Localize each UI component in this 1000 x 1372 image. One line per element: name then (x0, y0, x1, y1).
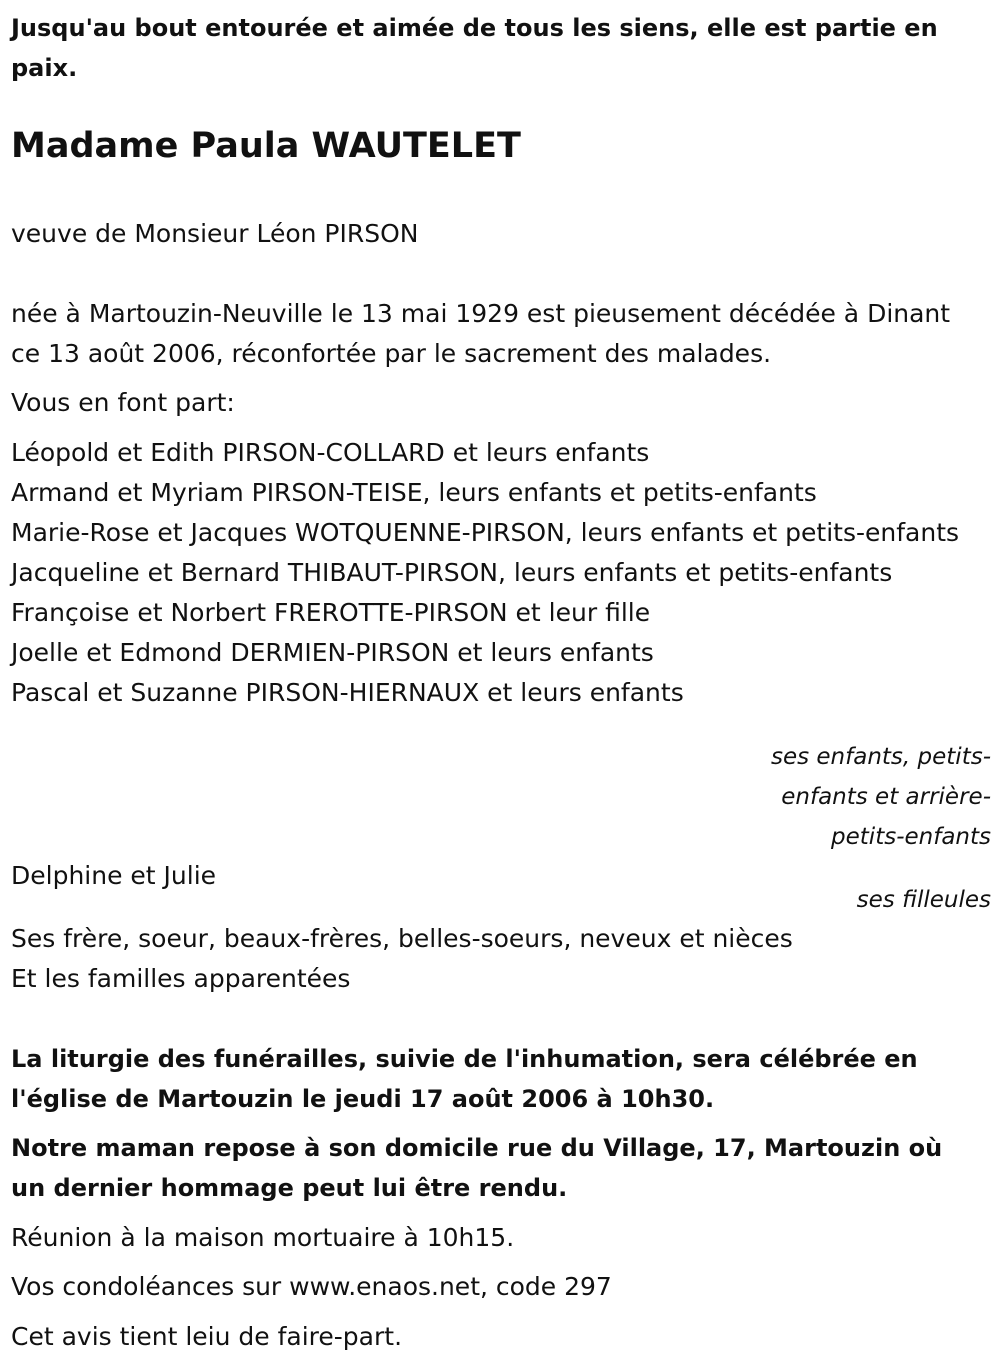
relatives-line: Et les familles apparentées (11, 964, 351, 993)
family-member: Jacqueline et Bernard THIBAUT-PIRSON, leurs enfants et petits-enfants (11, 558, 893, 587)
family-member: Armand et Myriam PIRSON-TEISE, leurs enfants et petits-enfants (11, 478, 817, 507)
announce-line: Vous en font part: (11, 388, 235, 417)
godchildren-role-label: ses filleules (856, 887, 991, 913)
family-list (11, 433, 971, 713)
family-member: Marie-Rose et Jacques WOTQUENNE-PIRSON, leurs enfants et petits-enfants (11, 518, 960, 547)
family-member: Léopold et Edith PIRSON-COLLARD et leurs enfants (11, 438, 650, 467)
family-member: Françoise et Norbert FREROTTE-PIRSON et leur fille (11, 598, 651, 627)
notice-line: Cet avis tient leiu de faire-part. (11, 1322, 403, 1351)
children-role-label: ses enfants, petits-enfants et arrière-petits-enfants (770, 744, 991, 850)
relatives-line: Ses frère, soeur, beaux-frères, belles-soeurs, neveux et nièces (11, 924, 793, 953)
widow-line: veuve de Monsieur Léon PIRSON (11, 219, 419, 248)
condolences-info: Vos condoléances sur www.enaos.net, code 297 (11, 1272, 612, 1301)
birth-death-text: née à Martouzin-Neuville le 13 mai 1929 est pieusement décédée à Dinant ce 13 août 2006, réconfortée par le sacrement des malades. (11, 299, 951, 368)
meeting-info: Réunion à la maison mortuaire à 10h15. (11, 1223, 515, 1252)
family-member: Pascal et Suzanne PIRSON-HIERNAUX et leurs enfants (11, 678, 684, 707)
relatives-list (11, 919, 793, 999)
funeral-info: La liturgie des funérailles, suivie de l'inhumation, sera célébrée en l'église de Martouzin le jeudi 17 août 2006 à 10h30. (11, 1045, 918, 1113)
deceased-name: Madame Paula WAUTELET (11, 126, 521, 166)
rest-info: Notre maman repose à son domicile rue du Village, 17, Martouzin où un dernier hommage peut lui être rendu. (11, 1134, 943, 1202)
family-member: Joelle et Edmond DERMIEN-PIRSON et leurs enfants (11, 638, 654, 667)
intro-text: Jusqu'au bout entourée et aimée de tous les siens, elle est partie en paix. (11, 14, 938, 82)
godchildren-line: Delphine et Julie (11, 861, 217, 890)
